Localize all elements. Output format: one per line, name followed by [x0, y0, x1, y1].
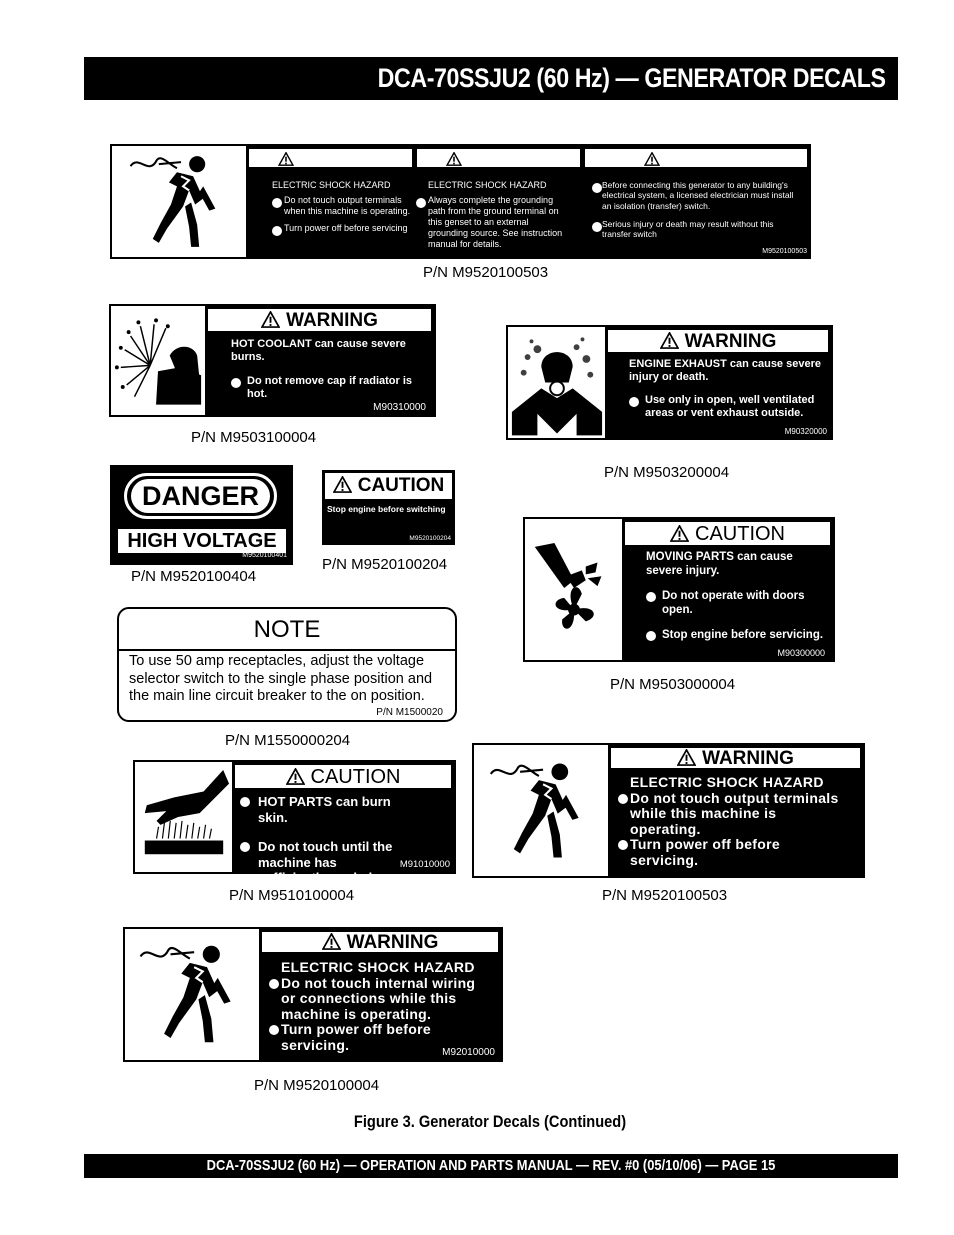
part-number: P/N M9503100004	[191, 429, 317, 446]
decal-hot-parts	[133, 760, 456, 886]
decal-header: CAUTION	[357, 475, 445, 496]
decal-code: M9520100401	[242, 552, 287, 559]
decal-code: P/N M1500020	[376, 707, 443, 718]
decal-engine-exhaust	[506, 325, 833, 440]
decal-header: WARNING	[286, 310, 378, 331]
warning-triangle-icon	[677, 749, 696, 766]
hazard-title: ELECTRIC SHOCK HAZARD	[272, 180, 391, 190]
warning-triangle-icon	[322, 933, 341, 950]
decal-code: M9520100204	[409, 535, 451, 542]
decal-bullet: Always complete the grounding path from the ground terminal on this genset to an external grounding source. See instruction manual for details.	[428, 194, 563, 249]
decal-bullet: Stop engine before servicing.	[662, 629, 824, 642]
decal-bullet: Use only in open, well ventilated areas or vent exhaust outside.	[645, 393, 815, 420]
decal-caution-stop-engine	[322, 470, 455, 545]
decal-bullet: Do not touch until the machine has sufficiently cooled.	[258, 838, 393, 886]
decal-code: M90300000	[777, 648, 825, 658]
decal-shock-internal	[123, 927, 503, 1062]
decal-header: WARNING	[468, 149, 551, 168]
decal-bullet: Do not touch internal wiring or connections while this machine is operating.	[281, 974, 476, 1022]
decal-bullet: Serious injury or death may result without this transfer switch	[602, 219, 774, 240]
warning-triangle-icon	[644, 152, 660, 166]
decal-code: M9520100503	[762, 248, 807, 255]
note-body: To use 50 amp receptacles, adjust the voltage selector switch to the single phase position and the main line circuit breaker to the on position.	[129, 653, 433, 704]
danger-word: DANGER	[131, 479, 270, 513]
hot-parts-hand-icon	[135, 762, 234, 872]
decal-message: Stop engine before switching	[327, 504, 446, 514]
hot-coolant-spray-icon	[111, 306, 207, 415]
high-voltage-label: HIGH VOLTAGE	[118, 529, 286, 553]
part-number: P/N M9520100204	[322, 556, 448, 573]
decal-header: WARNING	[300, 149, 383, 168]
decal-code: M90320000	[784, 427, 827, 436]
figure-caption: Figure 3. Generator Decals (Continued)	[353, 1112, 627, 1131]
page-header-bar	[84, 57, 898, 100]
decal-code: M92010000	[442, 1047, 495, 1058]
decal-code: M91010000	[399, 859, 450, 870]
decal-triple-warning	[110, 144, 811, 259]
decal-bullet: Do not touch output terminals when this machine is operating.	[284, 194, 411, 216]
decal-bullet: HOT PARTS can burn skin.	[258, 794, 391, 825]
warning-triangle-icon	[261, 311, 280, 328]
moving-parts-fan-icon	[525, 519, 624, 660]
engine-exhaust-icon	[508, 327, 607, 438]
warning-triangle-icon	[333, 476, 352, 493]
page-footer-bar	[84, 1154, 898, 1178]
electric-shock-icon	[112, 146, 248, 257]
decal-bullet: Do not operate with doors open.	[662, 590, 805, 617]
decal-hot-coolant	[109, 304, 436, 417]
part-number: P/N M9520100503	[602, 887, 728, 904]
warning-triangle-icon	[670, 525, 689, 542]
hazard-title: ELECTRIC SHOCK HAZARD	[428, 180, 547, 190]
part-number: P/N M9503000004	[610, 676, 736, 693]
part-number: P/N M9520100404	[131, 568, 257, 585]
decal-shock-output	[472, 743, 865, 878]
warning-triangle-icon	[446, 152, 462, 166]
decal-moving-parts	[523, 517, 835, 662]
part-number: P/N M9503200004	[604, 464, 730, 481]
part-number: P/N M9520100004	[254, 1077, 380, 1094]
warning-triangle-icon	[278, 152, 294, 166]
decal-note	[117, 607, 457, 722]
page-title: DCA-70SSJU2 (60 Hz) — GENERATOR DECALS	[378, 63, 886, 93]
decal-bullet: Do not touch output terminals while this machine is operating.	[630, 789, 839, 837]
decal-header: WARNING	[346, 932, 439, 953]
decal-header: WARNING	[665, 149, 749, 168]
decal-bullet: Turn power off before servicing.	[281, 1021, 431, 1053]
hazard-title: ELECTRIC SHOCK HAZARD	[281, 959, 475, 975]
part-number: P/N M9510100004	[229, 887, 355, 904]
decal-header: WARNING	[684, 331, 777, 352]
decal-header: CAUTION	[310, 766, 401, 788]
decal-header: CAUTION	[695, 523, 785, 545]
decal-bullet: Turn power off before servicing	[284, 222, 408, 233]
part-number: P/N M9520100503	[423, 264, 549, 281]
decal-bullet: Do not remove cap if radiator is hot.	[247, 374, 413, 401]
decal-bullet: Turn power off before servicing.	[630, 836, 780, 868]
note-header: NOTE	[119, 609, 455, 651]
page-footer: DCA-70SSJU2 (60 Hz) — OPERATION AND PARTS MANUAL — REV. #0 (05/10/06) — PAGE 15	[206, 1157, 776, 1174]
decal-bullet: Before connecting this generator to any building's electrical system, a licensed electrician must install an isolation (transfer) switch.	[602, 180, 794, 211]
decal-danger-high-voltage	[110, 465, 293, 565]
electric-shock-icon	[125, 929, 261, 1060]
decal-code: M90310000	[373, 402, 426, 413]
warning-triangle-icon	[660, 332, 679, 349]
electric-shock-icon	[474, 745, 610, 876]
decal-message: MOVING PARTS can cause severe injury.	[646, 551, 793, 578]
decal-message: HOT COOLANT can cause severe burns.	[231, 338, 406, 364]
warning-triangle-icon	[286, 768, 305, 785]
decal-message: ENGINE EXHAUST can cause severe injury or death.	[629, 358, 821, 384]
decal-header: WARNING	[702, 748, 794, 769]
hazard-title: ELECTRIC SHOCK HAZARD	[630, 774, 824, 790]
part-number: P/N M1550000204	[225, 732, 351, 749]
